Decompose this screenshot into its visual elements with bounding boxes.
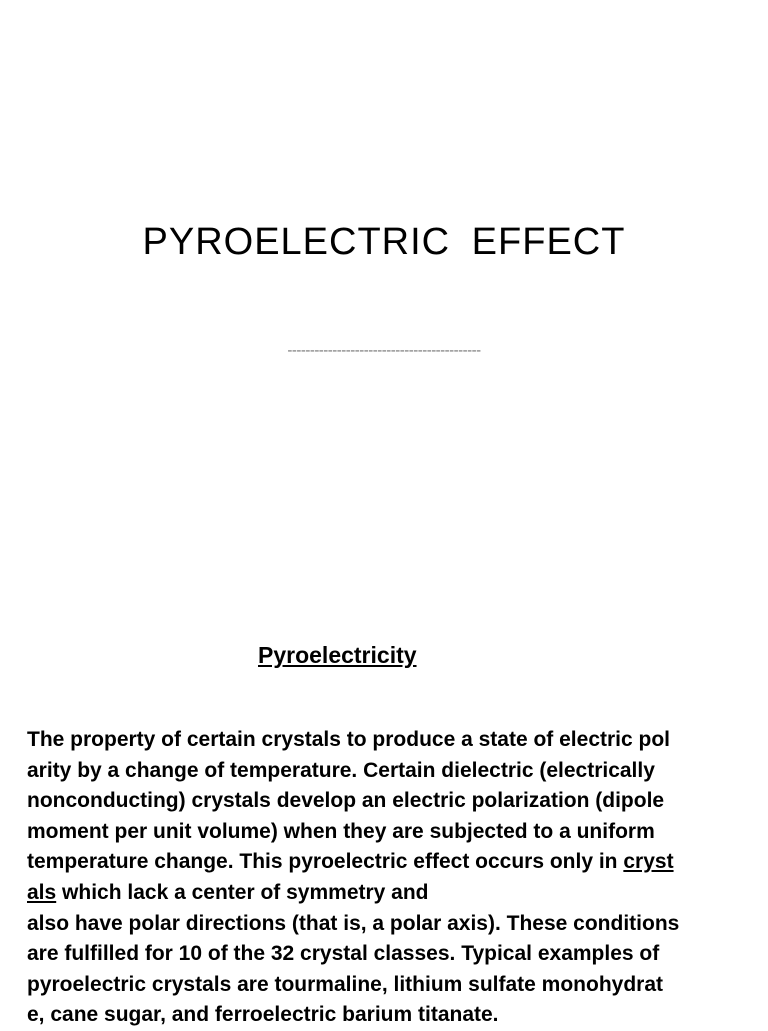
body-text-segment: which lack a center of symmetry and <box>56 880 429 904</box>
crystals-link-continued[interactable]: als <box>27 880 57 904</box>
crystals-link[interactable]: cryst <box>623 850 674 874</box>
page-title: PYROELECTRIC EFFECT <box>142 221 626 263</box>
body-text-segment: temperature change. This pyroelectric effect occurs only in <box>27 850 624 874</box>
body-line: pyroelectric crystals are tourmaline, lithium sulfate monohydrat <box>27 972 664 996</box>
body-line: are fulfilled for 10 of the 32 crystal classes. Typical examples of <box>27 942 660 966</box>
body-line <box>27 847 727 878</box>
body-line: nonconducting) crystals develop an electric polarization (dipole <box>27 789 665 813</box>
section-heading: Pyroelectricity <box>258 642 417 668</box>
body-line: The property of certain crystals to produce a state of electric pol <box>27 728 671 751</box>
body-paragraph <box>27 725 727 1031</box>
body-line: also have polar directions (that is, a polar axis). These conditions <box>27 911 680 935</box>
body-line: arity by a change of temperature. Certain dielectric (electrically <box>27 758 655 782</box>
body-line: e, cane sugar, and ferroelectric barium titanate. <box>27 1003 499 1027</box>
body-line <box>27 878 727 909</box>
dashed-divider: ------------------------------------------- <box>287 342 481 359</box>
body-line: moment per unit volume) when they are subjected to a uniform <box>27 819 655 843</box>
